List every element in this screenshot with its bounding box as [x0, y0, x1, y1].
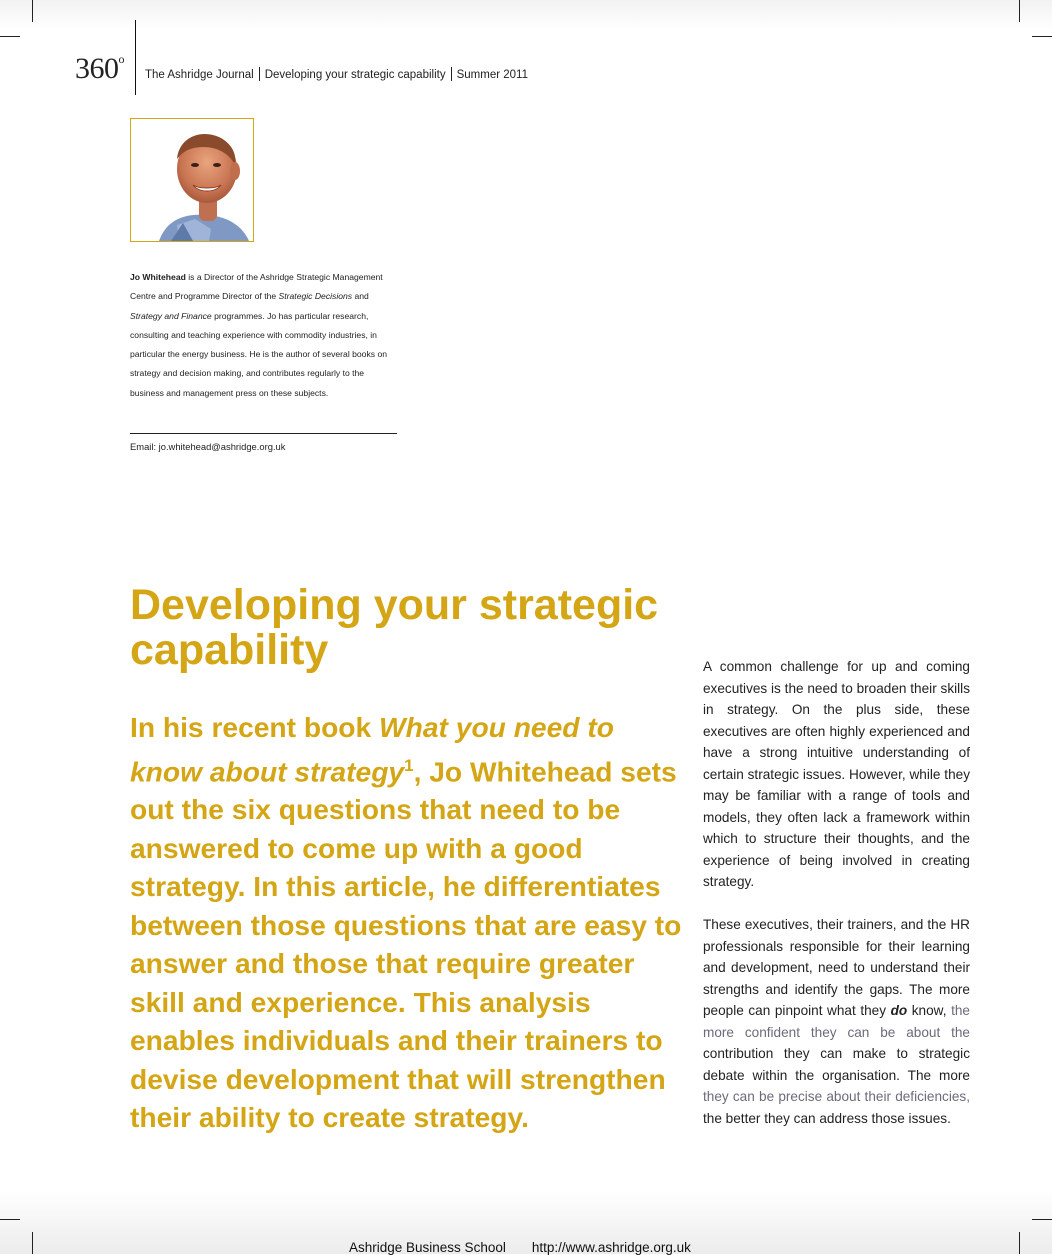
bio-text: and	[352, 291, 369, 302]
book-title: What you need to know about strategy	[130, 711, 614, 787]
bio-divider	[130, 433, 397, 434]
bio-programme: Strategic Decisions	[278, 291, 353, 302]
journal-name: The Ashridge Journal	[145, 69, 254, 81]
running-head-article: Developing your strategic capability	[264, 69, 446, 81]
running-head	[145, 67, 528, 81]
bio-author-name: Jo Whitehead	[130, 272, 186, 282]
crop-mark-tl-v	[32, 0, 33, 22]
crop-mark-tr-h	[1032, 36, 1052, 37]
crop-mark-tl-h	[0, 36, 20, 37]
running-head-separator	[259, 67, 260, 81]
author-email: Email: jo.whitehead@ashridge.org.uk	[130, 441, 286, 452]
body-paragraph-2: These executives, their trainers, and the HR professionals responsible for their learning and development, need to understand their strengths and identify the gaps. The more people can pinpoint what they do know, the more confident they can be about the contribution they can make to strategic debate within the organisation. The more they can be precise about their deficiencies, the better they can address those issues.	[703, 917, 970, 1126]
footer-school: Ashridge Business School	[349, 1240, 506, 1255]
crop-mark-bl-v	[32, 1232, 33, 1254]
footer-url[interactable]: http://www.ashridge.org.uk	[531, 1240, 691, 1255]
crop-mark-br-h	[1032, 1219, 1052, 1220]
footnote-marker: 1	[404, 755, 414, 775]
header-rule	[135, 20, 136, 95]
article-standfirst: In his recent book What you need to know about strategy$^1$, Jo Whitehead sets out the six questions that need to be answered to come up with a good strategy. In this article, he differentiates between those questions that are easy to answer and those that require greater skill and experience. This analysis enables individuals and their trainers to devise development that will strengthen their ability to create strategy.	[130, 711, 682, 1134]
article-title: Developing your strategic capability	[130, 581, 659, 674]
bio-programme: Strategy and Finance	[130, 310, 212, 321]
crop-mark-br-v	[1019, 1232, 1020, 1254]
author-bio	[130, 268, 400, 403]
issue-date: Summer 2011	[456, 69, 528, 81]
top-shade	[0, 0, 1052, 30]
emphasis-do: do	[890, 1003, 908, 1018]
crop-mark-tr-v	[1019, 0, 1020, 22]
bio-text: is a Director of the Ashridge Strategic Management Centre and Programme Director of the	[130, 272, 383, 302]
crop-mark-bl-h	[0, 1219, 20, 1220]
running-head-separator	[451, 67, 452, 81]
body-paragraph-1: A common challenge for up and coming executives is the need to broaden their skills in strategy. On the plus side, these executives are often highly experienced and have a strong intuitive understanding of certain strategic issues. However, while they may be familiar with a range of tools and models, they often lack a framework within which to structure their thoughts, and the experience of being involved in creating strategy.	[703, 659, 970, 889]
degree-mark: o	[118, 52, 124, 66]
author-photo	[130, 118, 254, 242]
page-footer	[349, 1240, 691, 1255]
portrait-image	[131, 119, 253, 241]
page-number: 360$^o$	[75, 52, 124, 85]
bio-text: programmes. Jo has particular research, consulting and teaching experience with commodity industries, in particular the energy business. He is the author of several books on strategy and decision making, and contributes regularly to the business and management press on these subjects.	[130, 310, 388, 398]
